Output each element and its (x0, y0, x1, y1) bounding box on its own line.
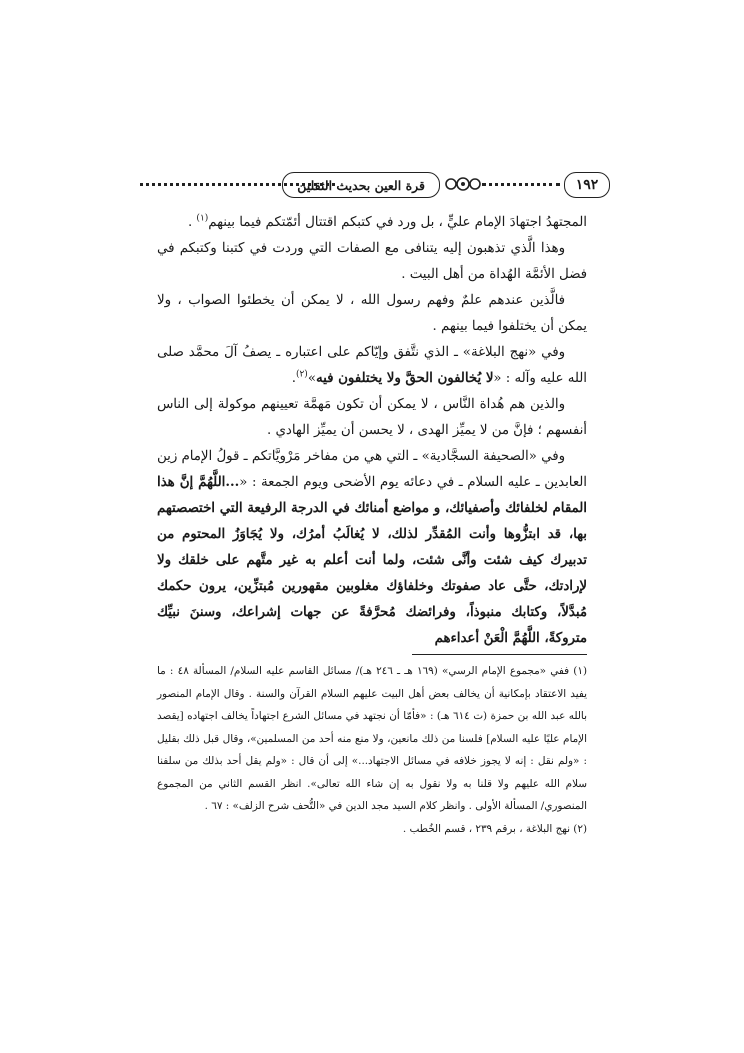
page-number: ١٩٢ (564, 172, 610, 198)
footnote-2: (٢) نهج البلاغة ، برقم ٢٣٩ ، قسم الخُطب . (402, 822, 587, 835)
quote: ...اللَّهُمَّ إنَّ هذا المقام لخلفائك وأصفيائك، و مواضع أمنائك في الدرجة الرفيعة التي اختصصتهم بها، قد ابتزُّوها وأنت المُقدِّر لذلك، لا يُغالَبُ أمرُك، ولا يُجَاوَزُ المحتوم من تدبيرك كيف شئت وأنَّى شئت، ولما أنت أعلم به غير متَّهم على خلقك ولا لإرادتك، حتَّى عاد صفوتك وخلفاؤك مغلوبين مقهورين مُبتزِّين، يرون حكمك مُبدَّلاً، وكتابك منبوذاً، وفرائضك مُحرَّفةً عن جهات إشراعك، وسننَ نبيِّك متروكةً، اللَّهُمَّ الْعَنْ أعداءهم (157, 475, 587, 646)
paragraph: والذين هم هُداة النَّاس ، لا يمكن أن تكون مَهمَّة تعيينهم موكولة إلى الناس أنفسهم ؛ فإنَّ من لا يميِّز الهدى ، لا يحسن أن يميِّز الهادي . (157, 397, 587, 438)
text: المجتهدُ اجتهادَ الإمام عليٍّ ، بل ورد في كتبكم اقتتال أئمّتكم فيما بينهم (208, 215, 587, 230)
main-text (157, 210, 587, 652)
book-title: قرة العين بحديث الثقلين (282, 172, 440, 198)
text: وفي «نهج البلاغة» ـ الذي نتَّفق وإيّاكم على اعتباره ـ يصفُ آلَ محمَّد صلى الله عليه وآله : « (157, 345, 587, 386)
paragraph (157, 444, 587, 652)
paragraph: فالَّذين عندهم علمٌ وفهم رسول الله ، لا يمكن أن يخطئوا الصواب ، ولا يمكن أن يختلفوا فيما بينهم . (157, 293, 587, 334)
text: . (187, 215, 197, 230)
footnote-ref: (٢) (295, 369, 308, 380)
paragraph (157, 340, 587, 392)
header-dotted-line (482, 183, 560, 186)
running-header (140, 170, 610, 200)
paragraph (157, 210, 587, 236)
header-dotted-line (140, 183, 335, 186)
footnote-ref: (١) (196, 213, 209, 224)
text: » (307, 371, 316, 386)
text: وفي «الصحيفة السجَّادية» ـ التي هي من مفاخر مَرْويَّاتكم ـ قولُ الإمام زين العابدين ـ عليه السلام ـ في دعائه يوم الأضحى ويوم الجمعة : « (157, 449, 587, 490)
footnotes (157, 660, 587, 840)
quote: لا يُخالفون الحقَّ ولا يختلفون فيه (315, 371, 494, 386)
footnote-separator (412, 654, 587, 655)
header-ornament-icon (444, 175, 482, 193)
footnote-1: (١) ففي «مجموع الإمام الرسي» (١٦٩ هـ ـ ٢٤٦ هـ)/ مسائل القاسم عليه السلام/ المسألة ٤٨ : ما يفيد الاعتقاد بإمكانية أن يخالف بعض أهل البيت عليهم السلام القرآن والسنة . وقال الإمام المنصور بالله عبد الله بن حمزة (ت ٦١٤ هـ) : «فأمّا أن نجتهد في مسائل الشرع اجتهاداً يخالف اجتهاده [يقصد الإمام عليًا عليه السلام] فلسنا من ذلك مانعين، ولا منع منه أحد من المسلمين»، وقال قبل ذلك بقليل : «ولم نقل : إنه لا يجوز خلافه في مسائل الاجتهاد...» إلى أن قال : «ولم يقل أحد بذلك من سلفنا سلام الله عليهم ولا قلنا به ولا نقول به إن شاء الله تعالى». انظر القسم الثاني من المجموع المنصوري/ المسألة الأولى . وانظر كلام السيد مجد الدين في «التُّحف شرح الزلف» : ٦٧ . (157, 665, 587, 812)
text: . (291, 371, 296, 386)
paragraph: وهذا الَّذي تذهبون إليه يتنافى مع الصفات التي وردت في كتبنا وكتبكم في فضل الأئمَّة الهُداة من أهل البيت . (157, 241, 587, 282)
